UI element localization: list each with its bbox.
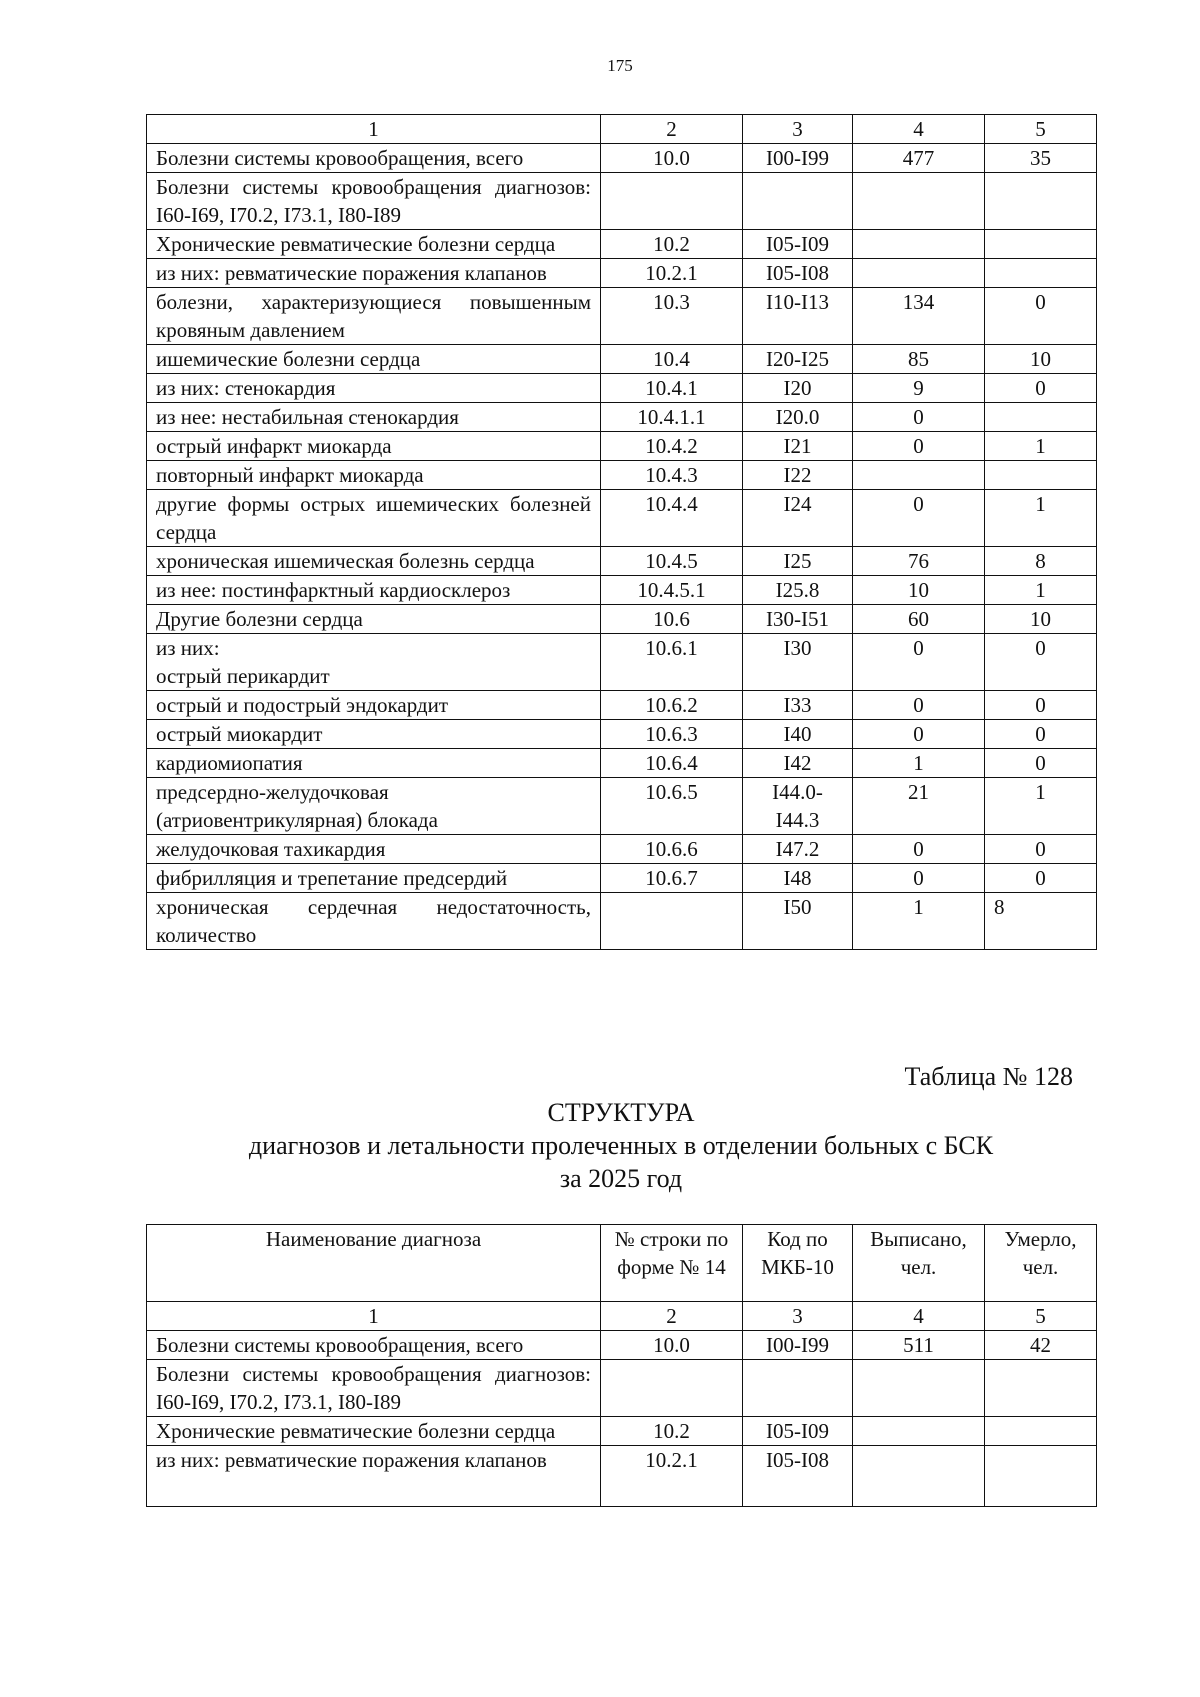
data-cell: 1: [985, 778, 1097, 835]
table-row: [147, 691, 1097, 720]
table-row: [147, 547, 1097, 576]
data-cell: 0: [853, 490, 985, 547]
table-subtitle: диагнозов и летальности пролеченных в отделении больных с БСК: [248, 1131, 994, 1160]
data-cell: I20.0: [743, 403, 853, 432]
data-cell: 134: [853, 288, 985, 345]
data-cell: 21: [853, 778, 985, 835]
data-cell: 0: [985, 749, 1097, 778]
data-cell: 10: [985, 605, 1097, 634]
data-cell: [853, 461, 985, 490]
column-header: Умерло, чел.: [985, 1225, 1097, 1302]
data-cell: 10.6.2: [601, 691, 743, 720]
column-number: 3: [743, 115, 853, 144]
column-number: 5: [985, 1302, 1097, 1331]
data-cell: [743, 1360, 853, 1417]
data-cell: 10.6.1: [601, 634, 743, 691]
data-cell: 0: [853, 691, 985, 720]
diagnosis-name-cell: другие формы острых ишемических болезней сердца: [147, 490, 601, 547]
column-number: 5: [985, 115, 1097, 144]
column-number-row: [147, 1302, 1097, 1331]
data-cell: I44.0- I44.3: [743, 778, 853, 835]
table-row: [147, 288, 1097, 345]
data-cell: 511: [853, 1331, 985, 1360]
diagnosis-name-cell: острый миокардит: [147, 720, 601, 749]
column-header: Наименование диагноза: [147, 1225, 601, 1302]
data-cell: 35: [985, 144, 1097, 173]
data-cell: I40: [743, 720, 853, 749]
data-cell: 0: [985, 634, 1097, 691]
diagnosis-name-cell: кардиомиопатия: [147, 749, 601, 778]
data-cell: 10.6.3: [601, 720, 743, 749]
table-row: [147, 605, 1097, 634]
diagnosis-name-cell: Болезни системы кровообращения диагнозов: I60-I69, I70.2, I73.1, I80-I89: [147, 1360, 601, 1417]
table-row: [147, 864, 1097, 893]
data-cell: [853, 230, 985, 259]
data-cell: I00-I99: [743, 144, 853, 173]
diagnosis-name-cell: из них: ревматические поражения клапанов: [147, 1446, 601, 1507]
data-cell: 10.2: [601, 230, 743, 259]
diagnosis-name-cell: из них: острый перикардит: [147, 634, 601, 691]
data-cell: I00-I99: [743, 1331, 853, 1360]
diagnosis-name-cell: Другие болезни сердца: [147, 605, 601, 634]
data-cell: 0: [985, 374, 1097, 403]
data-cell: 10.6.4: [601, 749, 743, 778]
data-cell: [985, 1360, 1097, 1417]
column-number: 4: [853, 115, 985, 144]
data-cell: I25: [743, 547, 853, 576]
data-cell: 10: [985, 345, 1097, 374]
data-cell: 42: [985, 1331, 1097, 1360]
data-cell: [985, 1446, 1097, 1507]
column-number: 3: [743, 1302, 853, 1331]
column-headers: [147, 1225, 1097, 1302]
data-cell: 10.4.1: [601, 374, 743, 403]
diagnosis-name-cell: из них: ревматические поражения клапанов: [147, 259, 601, 288]
diagnosis-name-cell: из нее: нестабильная стенокардия: [147, 403, 601, 432]
data-cell: [601, 173, 743, 230]
table-row: [147, 461, 1097, 490]
diagnosis-structure-table: [146, 1224, 1097, 1507]
column-header: № строки по форме № 14: [601, 1225, 743, 1302]
data-cell: 10.6: [601, 605, 743, 634]
data-cell: 1: [853, 893, 985, 950]
table-row: [147, 144, 1097, 173]
data-cell: 10.4.4: [601, 490, 743, 547]
diagnosis-name-cell: Болезни системы кровообращения диагнозов: I60-I69, I70.2, I73.1, I80-I89: [147, 173, 601, 230]
table-row: [147, 749, 1097, 778]
data-cell: 1: [985, 576, 1097, 605]
diagnosis-name-cell: желудочковая тахикардия: [147, 835, 601, 864]
data-cell: 8: [985, 893, 1097, 950]
table-row: [147, 230, 1097, 259]
table-row: [147, 1360, 1097, 1417]
data-cell: [985, 259, 1097, 288]
data-cell: 10.6.7: [601, 864, 743, 893]
table-row: [147, 1331, 1097, 1360]
data-cell: I48: [743, 864, 853, 893]
column-header: Выписано, чел.: [853, 1225, 985, 1302]
data-cell: I05-I08: [743, 259, 853, 288]
diagnosis-name-cell: повторный инфаркт миокарда: [147, 461, 601, 490]
diagnosis-name-cell: ишемические болезни сердца: [147, 345, 601, 374]
table-row: [147, 173, 1097, 230]
diagnosis-name-cell: Болезни системы кровообращения, всего: [147, 144, 601, 173]
table-row: [147, 576, 1097, 605]
data-cell: 10.6.5: [601, 778, 743, 835]
diagnosis-name-cell: предсердно-желудочковая (атриовентрикулярная) блокада: [147, 778, 601, 835]
data-cell: 60: [853, 605, 985, 634]
table-body: [147, 115, 1097, 950]
data-cell: 1: [853, 749, 985, 778]
data-cell: 0: [853, 720, 985, 749]
diagnosis-name-cell: фибрилляция и трепетание предсердий: [147, 864, 601, 893]
data-cell: [601, 893, 743, 950]
data-cell: I21: [743, 432, 853, 461]
table-row: [147, 259, 1097, 288]
table-row: [147, 490, 1097, 547]
diagnosis-name-cell: Хронические ревматические болезни сердца: [147, 1417, 601, 1446]
data-cell: 10.4.2: [601, 432, 743, 461]
table-number: Таблица № 128: [904, 1062, 1073, 1091]
data-cell: 76: [853, 547, 985, 576]
data-cell: [853, 1360, 985, 1417]
data-cell: 0: [985, 835, 1097, 864]
table-title: СТРУКТУРА: [547, 1098, 695, 1127]
diagnosis-name-cell: из них: стенокардия: [147, 374, 601, 403]
data-cell: 0: [853, 432, 985, 461]
diagnosis-name-cell: острый и подострый эндокардит: [147, 691, 601, 720]
diagnosis-table-continued: [146, 114, 1097, 950]
data-cell: [853, 1417, 985, 1446]
data-cell: I47.2: [743, 835, 853, 864]
data-cell: I22: [743, 461, 853, 490]
column-number-row: [147, 115, 1097, 144]
data-cell: I24: [743, 490, 853, 547]
data-cell: 1: [985, 490, 1097, 547]
data-cell: I30-I51: [743, 605, 853, 634]
diagnosis-name-cell: Болезни системы кровообращения, всего: [147, 1331, 601, 1360]
data-cell: I05-I08: [743, 1446, 853, 1507]
data-cell: 10.4.5: [601, 547, 743, 576]
data-cell: 0: [985, 691, 1097, 720]
data-cell: 8: [985, 547, 1097, 576]
data-cell: 10.4.3: [601, 461, 743, 490]
table-row: [147, 1417, 1097, 1446]
table-row: [147, 778, 1097, 835]
data-cell: 0: [853, 634, 985, 691]
data-cell: [985, 230, 1097, 259]
diagnosis-name-cell: хроническая ишемическая болезнь сердца: [147, 547, 601, 576]
diagnosis-name-cell: Хронические ревматические болезни сердца: [147, 230, 601, 259]
data-cell: [985, 173, 1097, 230]
data-cell: 10.0: [601, 1331, 743, 1360]
data-cell: I10-I13: [743, 288, 853, 345]
data-cell: 10.4.1.1: [601, 403, 743, 432]
table-title-block: [146, 1096, 1096, 1195]
data-cell: 85: [853, 345, 985, 374]
data-cell: I25.8: [743, 576, 853, 605]
data-cell: 9: [853, 374, 985, 403]
table-body: [147, 1225, 1097, 1507]
data-cell: I20-I25: [743, 345, 853, 374]
table-row: [147, 1446, 1097, 1507]
data-cell: I42: [743, 749, 853, 778]
data-cell: [601, 1360, 743, 1417]
table-row: [147, 432, 1097, 461]
data-cell: I05-I09: [743, 230, 853, 259]
diagnosis-name-cell: болезни, характеризующиеся повышенным кровяным давлением: [147, 288, 601, 345]
data-cell: [853, 259, 985, 288]
page-number: 175: [607, 56, 633, 75]
column-header: Код по МКБ-10: [743, 1225, 853, 1302]
data-cell: 10.2.1: [601, 1446, 743, 1507]
table-period: за 2025 год: [559, 1164, 683, 1193]
column-number: 1: [147, 115, 601, 144]
data-cell: [985, 403, 1097, 432]
data-cell: 10.0: [601, 144, 743, 173]
data-cell: 10.6.6: [601, 835, 743, 864]
data-cell: 477: [853, 144, 985, 173]
data-cell: 10: [853, 576, 985, 605]
table-row: [147, 403, 1097, 432]
data-cell: 10.2: [601, 1417, 743, 1446]
data-cell: I20: [743, 374, 853, 403]
data-cell: 0: [985, 288, 1097, 345]
data-cell: [853, 173, 985, 230]
table-row: [147, 893, 1097, 950]
data-cell: 1: [985, 432, 1097, 461]
column-number: 4: [853, 1302, 985, 1331]
data-cell: 0: [853, 864, 985, 893]
data-cell: I50: [743, 893, 853, 950]
diagnosis-name-cell: хроническая сердечная недостаточность, количество: [147, 893, 601, 950]
data-cell: 10.4: [601, 345, 743, 374]
data-cell: I05-I09: [743, 1417, 853, 1446]
data-cell: 10.2.1: [601, 259, 743, 288]
column-number: 2: [601, 1302, 743, 1331]
data-cell: [985, 461, 1097, 490]
data-cell: 10.3: [601, 288, 743, 345]
data-cell: 0: [985, 864, 1097, 893]
data-cell: 0: [853, 835, 985, 864]
data-cell: I33: [743, 691, 853, 720]
table-row: [147, 345, 1097, 374]
data-cell: 0: [853, 403, 985, 432]
data-cell: 0: [985, 720, 1097, 749]
column-number: 1: [147, 1302, 601, 1331]
data-cell: I30: [743, 634, 853, 691]
diagnosis-name-cell: из нее: постинфарктный кардиосклероз: [147, 576, 601, 605]
data-cell: [853, 1446, 985, 1507]
table-row: [147, 720, 1097, 749]
data-cell: 10.4.5.1: [601, 576, 743, 605]
diagnosis-name-cell: острый инфаркт миокарда: [147, 432, 601, 461]
table-row: [147, 374, 1097, 403]
column-number: 2: [601, 115, 743, 144]
data-cell: [985, 1417, 1097, 1446]
table-row: [147, 634, 1097, 691]
data-cell: [743, 173, 853, 230]
table-row: [147, 835, 1097, 864]
